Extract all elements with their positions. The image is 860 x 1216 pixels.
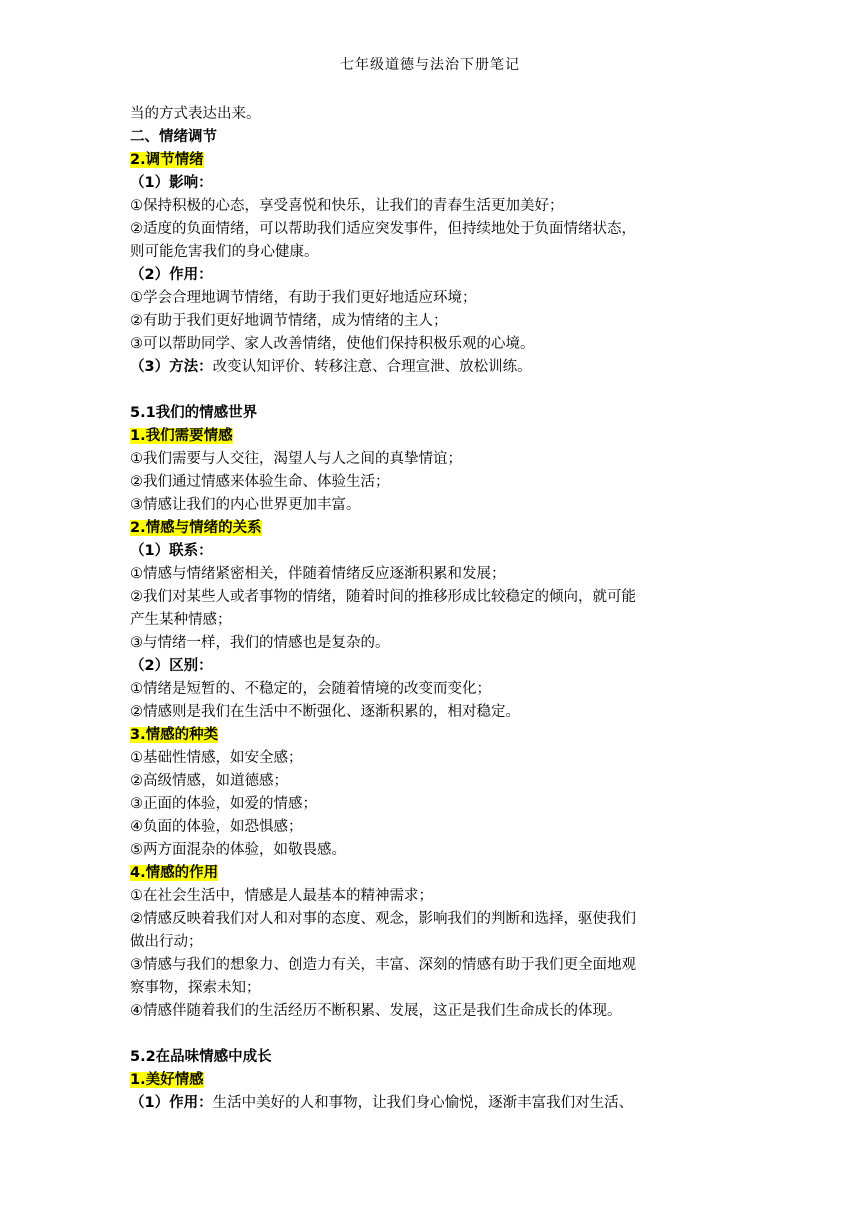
list-item: ③可以帮助同学、家人改善情绪，使他们保持积极乐观的心境。 — [130, 336, 535, 352]
list-item-cont: 察事物，探索未知； — [130, 980, 261, 996]
highlight-heading: 2.情感与情绪的关系 — [130, 520, 262, 536]
highlight-heading: 1.美好情感 — [130, 1072, 204, 1088]
page-header: 七年级道德与法治下册笔记 — [340, 57, 520, 73]
sub-heading: （1）联系： — [130, 543, 213, 559]
list-item: ②情感反映着我们对人和对事的态度、观念，影响我们的判断和选择，驱使我们 — [130, 911, 636, 927]
list-item: ①情感与情绪紧密相关，伴随着情绪反应逐渐积累和发展； — [130, 566, 506, 582]
effect-line — [130, 1092, 740, 1115]
list-item: ③正面的体验，如爱的情感； — [130, 796, 317, 812]
notes-body — [130, 103, 740, 1115]
list-item-cont: 做出行动； — [130, 934, 203, 950]
sub-heading: （2）区别： — [130, 658, 213, 674]
effect-text: 生活中美好的人和事物，让我们身心愉悦，逐渐丰富我们对生活、 — [212, 1095, 634, 1111]
sub-heading: （1）作用： — [130, 1095, 213, 1111]
list-item: ④负面的体验，如恐惧感； — [130, 819, 303, 835]
section-title: 二、情绪调节 — [130, 129, 217, 145]
list-item: ③与情绪一样，我们的情感也是复杂的。 — [130, 635, 390, 651]
list-item: ①情绪是短暂的、不稳定的，会随着情境的改变而变化； — [130, 681, 491, 697]
list-item: ③情感与我们的想象力、创造力有关，丰富、深刻的情感有助于我们更全面地观 — [130, 957, 636, 973]
highlight-heading: 4.情感的作用 — [130, 865, 219, 881]
list-item-cont: 产生某种情感； — [130, 612, 232, 628]
sub-heading: （1）影响： — [130, 175, 213, 191]
list-item: ①学会合理地调节情绪，有助于我们更好地适应环境； — [130, 290, 477, 306]
highlight-heading: 3.情感的种类 — [130, 727, 219, 743]
list-item: ②高级情感，如道德感； — [130, 773, 288, 789]
list-item: ①我们需要与人交往，渴望人与人之间的真挚情谊； — [130, 451, 462, 467]
method-text: 改变认知评价、转移注意、合理宣泄、放松训练。 — [212, 359, 532, 375]
list-item-cont: 则可能危害我们的身心健康。 — [130, 244, 319, 260]
list-item: ④情感伴随着我们的生活经历不断积累、发展，这正是我们生命成长的体现。 — [130, 1003, 622, 1019]
list-item: ②我们对某些人或者事物的情绪，随着时间的推移形成比较稳定的倾向，就可能 — [130, 589, 636, 605]
sub-heading: （3）方法： — [130, 359, 213, 375]
section-title: 5.1我们的情感世界 — [130, 405, 258, 421]
list-item: ①保持积极的心态，享受喜悦和快乐，让我们的青春生活更加美好； — [130, 198, 564, 214]
continuation-text: 当的方式表达出来。 — [130, 106, 261, 122]
list-item: ③情感让我们的内心世界更加丰富。 — [130, 497, 361, 513]
list-item: ①在社会生活中，情感是人最基本的精神需求； — [130, 888, 433, 904]
list-item: ②情感则是我们在生活中不断强化、逐渐积累的，相对稳定。 — [130, 704, 520, 720]
highlight-heading: 2.调节情绪 — [130, 152, 204, 168]
list-item: ⑤两方面混杂的体验，如敬畏感。 — [130, 842, 346, 858]
sub-heading: （2）作用： — [130, 267, 213, 283]
list-item: ②我们通过情感来体验生命、体验生活； — [130, 474, 390, 490]
highlight-heading: 1.我们需要情感 — [130, 428, 233, 444]
method-line — [130, 356, 740, 379]
section-title: 5.2在品味情感中成长 — [130, 1049, 272, 1065]
list-item: ①基础性情感，如安全感； — [130, 750, 303, 766]
list-item: ②适度的负面情绪，可以帮助我们适应突发事件，但持续地处于负面情绪状态， — [130, 221, 636, 237]
list-item: ②有助于我们更好地调节情绪，成为情绪的主人； — [130, 313, 448, 329]
